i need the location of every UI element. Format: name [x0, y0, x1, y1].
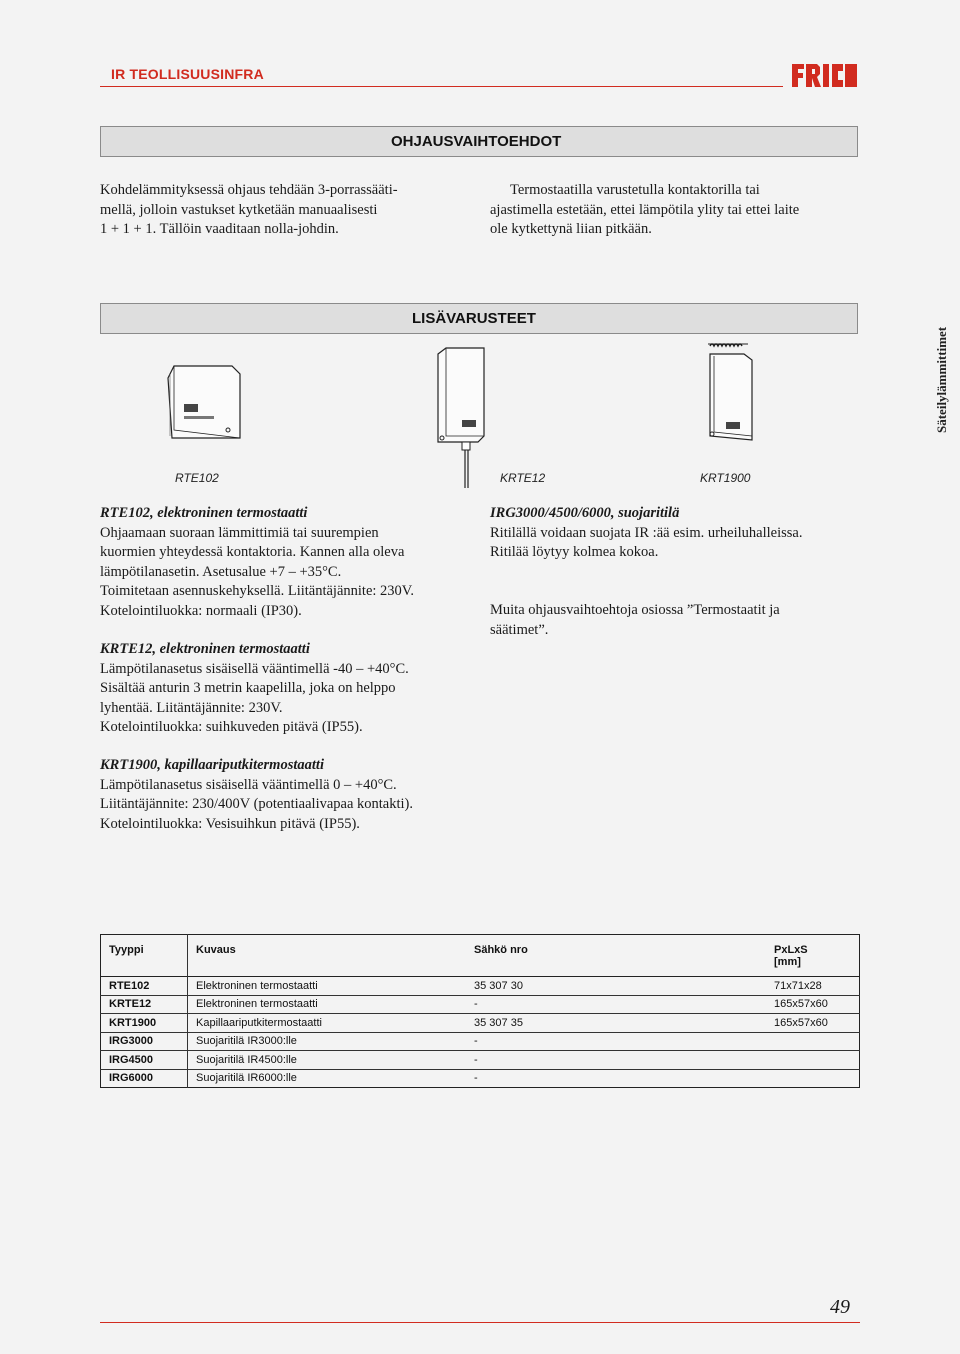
footer-rule [100, 1322, 860, 1323]
cell-dim: 71x71x28 [766, 977, 860, 996]
cell-elec: 35 307 30 [466, 977, 766, 996]
table-row [101, 1051, 860, 1070]
krte12-description [100, 640, 480, 738]
text-line: Kotelointiluokka: Vesisuihkun pitävä (IP55). [100, 815, 360, 832]
krt1900-heading: KRT1900, kapillaariputkitermostaatti [100, 757, 324, 773]
text-line: kuormien yhteydessä kontaktoria. Kannen alla oleva [100, 544, 405, 560]
text-line: Kotelointiluokka: suihkuveden pitävä (IP55). [100, 719, 363, 735]
krte12-heading: KRTE12, elektroninen termostaatti [100, 641, 310, 657]
irg-heading: IRG3000/4500/6000, suojaritilä [490, 505, 680, 521]
rte102-thermostat-image [160, 360, 250, 445]
table-row [101, 1032, 860, 1051]
cell-dim: 165x57x60 [766, 1014, 860, 1033]
accessories-title: LISÄVARUSTEET [412, 310, 536, 327]
col-desc-header: Kuvaus [196, 944, 236, 956]
side-label [918, 305, 958, 435]
cell-type: IRG6000 [101, 1069, 188, 1088]
text-line: Lämpötilanasetus sisäisellä vääntimellä -40 – +40°C. [100, 660, 409, 677]
cell-desc: Elektroninen termostaatti [188, 995, 467, 1014]
text-line: Ritilällä voidaan suojata IR :ää esim. urheiluhalleissa. [490, 524, 803, 541]
cell-desc: Elektroninen termostaatti [188, 977, 467, 996]
cell-desc: Suojaritilä IR3000:lle [188, 1032, 467, 1051]
text-line: Kohdelämmityksessä ohjaus tehdään 3-porrassääti- [100, 182, 398, 198]
text-line: Lämpötilanasetus sisäisellä vääntimellä 0 – +40°C. [100, 776, 397, 793]
rte102-description [100, 504, 480, 621]
dim-header-unit: [mm] [774, 956, 801, 968]
text-line: lämpötilanasetin. Asetusalue +7 – +35°C. [100, 563, 342, 580]
col-dim-header [766, 935, 860, 977]
krte12-thermostat-image [430, 340, 490, 490]
text-line: lyhentää. Liitäntäjännite: 230V. [100, 699, 283, 716]
table-row [101, 995, 860, 1014]
col-type-header: Tyyppi [101, 935, 188, 977]
cell-elec: - [466, 995, 766, 1014]
cell-desc: Suojaritilä IR6000:lle [188, 1069, 467, 1088]
header-rule [100, 86, 783, 87]
cell-type: KRT1900 [101, 1014, 188, 1033]
text-line: Ritilää löytyy kolmea kokoa. [490, 544, 659, 560]
cell-elec: - [466, 1069, 766, 1088]
cell-dim: 165x57x60 [766, 995, 860, 1014]
text-line: Kotelointiluokka: normaali (IP30). [100, 602, 302, 619]
text-line: Liitäntäjännite: 230/400V (potentiaalivapaa kontakti). [100, 796, 414, 812]
irg-description [490, 504, 860, 563]
more-options-text [490, 601, 860, 640]
text-line: ajastimella estetään, ettei lämpötila ylity tai ettei laite [490, 201, 800, 218]
table-header-row [101, 935, 860, 977]
table-row [101, 1069, 860, 1088]
text-line: mellä, jolloin vastukset kytketään manuaalisesti [100, 201, 378, 218]
control-options-title: OHJAUSVAIHTOEHDOT [391, 133, 562, 150]
rte102-heading: RTE102, elektroninen termostaatti [100, 505, 308, 521]
text-line: Sisältää anturin 3 metrin kaapelilla, joka on helppo [100, 680, 396, 696]
cell-elec: - [466, 1032, 766, 1051]
cell-type: RTE102 [101, 977, 188, 996]
text-line: ole kytkettynä liian pitkään. [490, 221, 652, 237]
page-number: 49 [830, 1296, 850, 1318]
control-left-text [100, 181, 470, 240]
rte102-caption: RTE102 [175, 471, 219, 485]
text-line: Ohjaamaan suoraan lämmittimiä tai suurempien [100, 524, 379, 541]
cell-type: IRG4500 [101, 1051, 188, 1070]
cell-desc: Kapillaariputkitermostaatti [188, 1014, 467, 1033]
cell-type: KRTE12 [101, 995, 188, 1014]
cell-type: IRG3000 [101, 1032, 188, 1051]
cell-dim [766, 1069, 860, 1088]
krt1900-caption: KRT1900 [700, 471, 751, 485]
cell-elec: 35 307 35 [466, 1014, 766, 1033]
section-header-title: IR TEOLLISUUSINFRA [111, 66, 264, 82]
krte12-caption: KRTE12 [500, 471, 546, 485]
text-line: Toimitetaan asennuskehyksellä. Liitäntäjännite: 230V. [100, 583, 415, 599]
table-row [101, 1014, 860, 1033]
table-row [101, 977, 860, 996]
col-elec-header: Sähkö nro [474, 944, 528, 956]
cell-desc: Suojaritilä IR4500:lle [188, 1051, 467, 1070]
text-line: Muita ohjausvaihtoehtoja osiossa ”Termostaatit ja [490, 602, 780, 618]
text-line: 1 + 1 + 1. Tällöin vaaditaan nolla-johdin. [100, 221, 339, 237]
krt1900-thermostat-image [700, 340, 760, 445]
svg-text:Säteilylämmittimet: Säteilylämmittimet [934, 326, 949, 433]
cell-elec: - [466, 1051, 766, 1070]
text-line: säätimet”. [490, 621, 549, 638]
cell-dim [766, 1032, 860, 1051]
control-right-text [490, 181, 860, 240]
product-table [100, 934, 860, 1088]
frico-logo [790, 60, 860, 90]
cell-dim [766, 1051, 860, 1070]
dim-header-label: PxLxS [774, 944, 808, 956]
text-line: Termostaatilla varustetulla kontaktorilla tai [510, 182, 760, 198]
krt1900-description [100, 756, 520, 834]
